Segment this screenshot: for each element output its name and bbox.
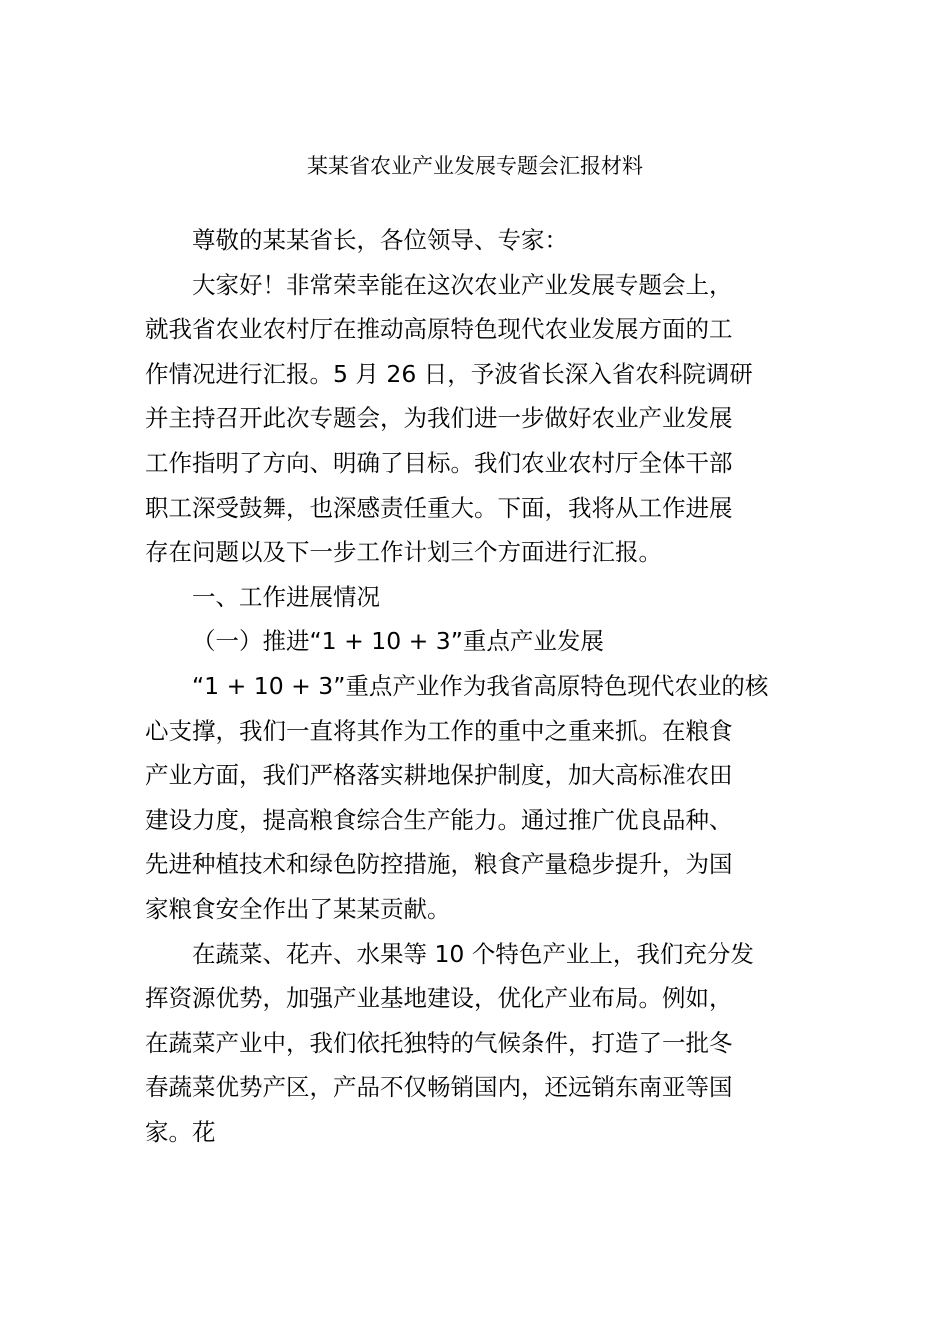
paragraph-line: 家。花	[145, 1117, 216, 1146]
paragraph-line: 挥资源优势，加强产业基地建设，优化产业布局。例如，	[145, 984, 733, 1013]
salutation-line: 尊敬的某某省长，各位领导、专家：	[192, 226, 568, 254]
paragraph-line: 存在问题以及下一步工作计划三个方面进行汇报。	[145, 538, 662, 567]
paragraph-line: 春蔬菜优势产区，产品不仅畅销国内，还远销东南亚等国	[145, 1073, 733, 1102]
paragraph-line: 职工深受鼓舞，也深感责任重大。下面，我将从工作进展	[145, 493, 733, 522]
document-body	[145, 218, 810, 1154]
paragraph-line: 在蔬菜产业中，我们依托独特的气候条件，打造了一批冬	[145, 1028, 733, 1057]
paragraph-line: 建设力度，提高粮食综合生产能力。通过推广优良品种、	[145, 805, 733, 834]
document-title: 某某省农业产业发展专题会汇报材料	[307, 154, 643, 178]
subsection-heading: （一）推进“1 + 10 + 3”重点产业发展	[192, 627, 604, 656]
paragraph-line: 就我省农业农村厅在推动高原特色现代农业发展方面的工	[145, 315, 733, 344]
paragraph-line: 心支撑，我们一直将其作为工作的重中之重来抓。在粮食	[145, 716, 733, 745]
paragraph-line: 工作指明了方向、明确了目标。我们农业农村厅全体干部	[145, 448, 733, 477]
paragraph-line: 先进种植技术和绿色防控措施，粮食产量稳步提升，为国	[145, 850, 733, 879]
paragraph-line: 在蔬菜、花卉、水果等 10 个特色产业上，我们充分发	[192, 939, 754, 968]
paragraph-line: “1 + 10 + 3”重点产业作为我省高原特色现代农业的核	[192, 671, 769, 700]
paragraph-line: 家粮食安全作出了某某贡献。	[145, 894, 451, 923]
paragraph-line: 大家好！非常荣幸能在这次农业产业发展专题会上，	[192, 270, 733, 299]
paragraph-line: 并主持召开此次专题会，为我们进一步做好农业产业发展	[145, 404, 733, 433]
paragraph-line: 作情况进行汇报。5 月 26 日，予波省长深入省农科院调研	[145, 359, 753, 388]
paragraph-line: 产业方面，我们严格落实耕地保护制度，加大高标准农田	[145, 761, 733, 790]
section-heading: 一、工作进展情况	[192, 582, 380, 611]
